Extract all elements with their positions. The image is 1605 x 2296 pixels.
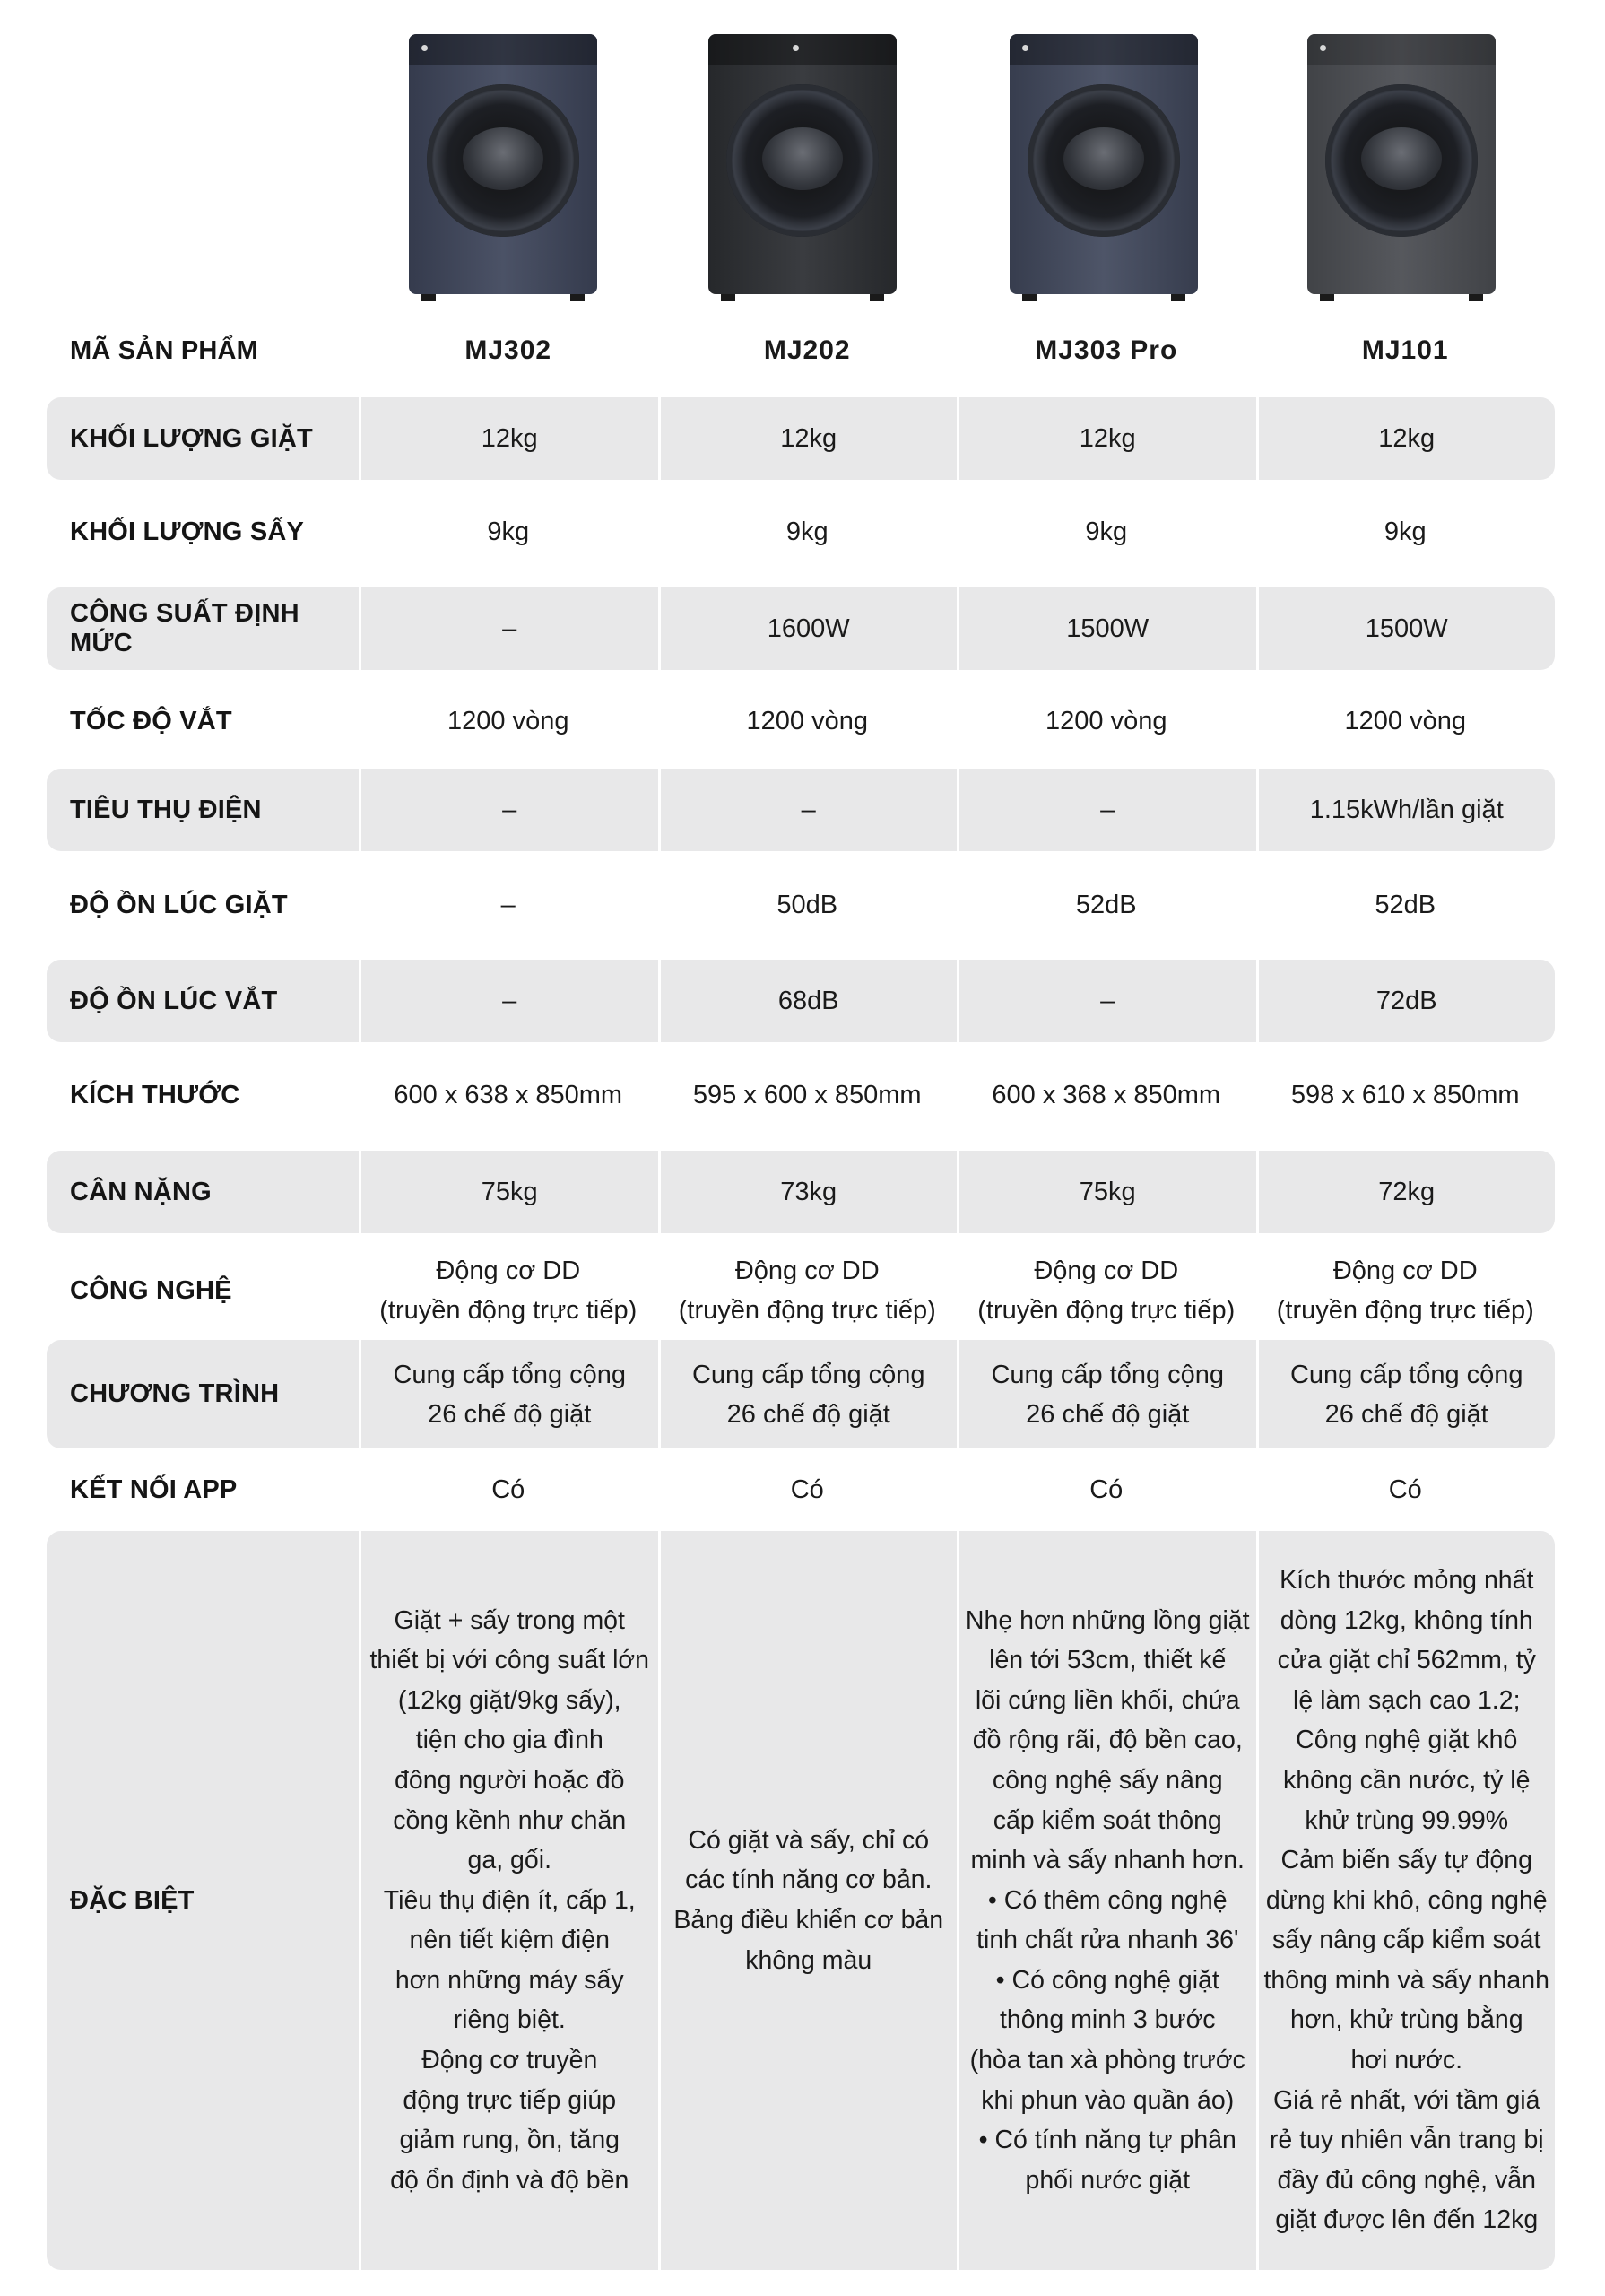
row-label: KHỐI LƯỢNG SẤY — [70, 517, 305, 546]
table-row-washing-capacity — [47, 397, 1555, 480]
product-images — [0, 0, 1605, 323]
table-cell: 595 x 600 x 850mm — [692, 1081, 922, 1109]
table-cell: Có — [790, 1475, 824, 1504]
table-cell: 598 x 610 x 850mm — [1290, 1081, 1520, 1109]
washer-mj202-image — [708, 34, 897, 303]
table-cell: Nhẹ hơn những lồng giặt lên tới 53cm, thiết kế lõi cứng liền khối, chứa đồ rộng rãi, độ bền cao, công nghệ sấy nâng cấp kiểm soát thông minh và sấy nhanh hơn. • Có thêm công nghệ tinh chất rửa nhanh 36' • Có công nghệ giặt thông minh 3 bước (hòa tan xà phòng trước khi phun vào quần áo) • Có tính năng tự phân phối nước giặt — [957, 1531, 1256, 2270]
row-label: ĐẶC BIỆT — [70, 1885, 195, 1915]
table-cell: Cung cấp tổng cộng 26 chế độ giặt — [658, 1340, 958, 1448]
row-label: CÔNG NGHỆ — [70, 1275, 232, 1305]
table-cell: 9kg — [785, 517, 829, 546]
table-cell: Động cơ DD (truyền động trực tiếp) — [1276, 1257, 1534, 1325]
table-row-programs — [47, 1340, 1555, 1448]
row-label: MÃ SẢN PHẨM — [70, 335, 259, 365]
table-cell: Có — [1089, 1475, 1124, 1504]
table-cell: 12kg — [359, 397, 658, 480]
table-cell: Động cơ DD (truyền động trực tiếp) — [678, 1257, 936, 1325]
table-cell: 1500W — [957, 587, 1256, 670]
table-cell: 75kg — [957, 1151, 1256, 1233]
table-cell: 72dB — [1256, 960, 1556, 1042]
table-cell: 600 x 368 x 850mm — [992, 1081, 1221, 1109]
table-cell: 50dB — [776, 891, 838, 919]
product-code-mj303pro: MJ303 Pro — [1035, 335, 1178, 365]
table-cell: 75kg — [359, 1151, 658, 1233]
table-cell: Có — [491, 1475, 525, 1504]
table-cell: – — [658, 769, 958, 851]
table-cell: 68dB — [658, 960, 958, 1042]
table-cell: 12kg — [957, 397, 1256, 480]
table-cell: 52dB — [1375, 891, 1436, 919]
table-row-wash-noise — [47, 864, 1555, 946]
table-cell: 72kg — [1256, 1151, 1556, 1233]
table-cell: – — [359, 769, 658, 851]
table-cell: 9kg — [1085, 517, 1128, 546]
table-cell: Cung cấp tổng cộng 26 chế độ giặt — [957, 1340, 1256, 1448]
table-row-rated-power — [47, 587, 1555, 670]
table-cell: Giặt + sấy trong một thiết bị với công suất lớn (12kg giặt/9kg sấy), tiện cho gia đình đông người hoặc đồ cồng kềnh như chăn ga, gối. Tiêu thụ điện ít, cấp 1, nên tiết kiệm điện hơn những máy sấy riêng biệt. Động cơ truyền động trực tiếp giúp giảm rung, ồn, tăng độ ổn định và độ bền — [359, 1531, 658, 2270]
table-cell: – — [500, 891, 516, 919]
row-label: TỐC ĐỘ VẮT — [70, 706, 232, 735]
table-row-drying-capacity — [47, 491, 1555, 573]
table-cell: 1500W — [1256, 587, 1556, 670]
table-cell: Có giặt và sấy, chỉ có các tính năng cơ bản. Bảng điều khiển cơ bản không màu — [658, 1531, 958, 2270]
washer-mj101-image — [1307, 34, 1496, 303]
table-row-spin-noise — [47, 960, 1555, 1042]
table-row-spin-speed — [47, 680, 1555, 762]
row-label: KÍCH THƯỚC — [70, 1080, 240, 1109]
table-cell: Có — [1388, 1475, 1422, 1504]
washer-mj302-image — [409, 34, 597, 303]
table-cell: 12kg — [1256, 397, 1556, 480]
row-label: CÔNG SUẤT ĐỊNH MỨC — [70, 599, 299, 657]
table-cell: 1200 vòng — [746, 707, 868, 735]
product-code-mj202: MJ202 — [763, 335, 851, 365]
table-cell: 73kg — [658, 1151, 958, 1233]
row-label: ĐỘ ỒN LÚC VẮT — [70, 986, 278, 1015]
table-cell: – — [957, 769, 1256, 851]
table-cell: – — [359, 960, 658, 1042]
table-cell: 1200 vòng — [1045, 707, 1167, 735]
row-label: ĐỘ ỒN LÚC GIẶT — [70, 890, 288, 919]
table-row-dimensions — [47, 1054, 1555, 1136]
table-cell: – — [359, 587, 658, 670]
table-header-row — [47, 323, 1555, 378]
row-label: TIÊU THỤ ĐIỆN — [70, 795, 262, 824]
table-cell: 1.15kWh/lần giặt — [1256, 769, 1556, 851]
table-cell: 12kg — [658, 397, 958, 480]
table-row-weight — [47, 1151, 1555, 1233]
product-code-mj101: MJ101 — [1361, 335, 1449, 365]
table-cell: 1600W — [658, 587, 958, 670]
row-label: CÂN NẶNG — [70, 1177, 212, 1206]
table-row-power-consumption — [47, 769, 1555, 851]
table-cell: 9kg — [487, 517, 530, 546]
table-cell: Cung cấp tổng cộng 26 chế độ giặt — [359, 1340, 658, 1448]
table-cell: Cung cấp tổng cộng 26 chế độ giặt — [1256, 1340, 1556, 1448]
row-label: KHỐI LƯỢNG GIẶT — [70, 423, 313, 453]
washer-mj303pro-image — [1010, 34, 1198, 303]
table-cell: Động cơ DD (truyền động trực tiếp) — [977, 1257, 1236, 1325]
product-code-mj302: MJ302 — [464, 335, 552, 365]
table-cell: Kích thước mỏng nhất dòng 12kg, không tính cửa giặt chỉ 562mm, tỷ lệ làm sạch cao 1.2; Công nghệ giặt khô không cần nước, tỷ lệ khử trùng 99.99% Cảm biến sấy tự động dừng khi khô, công nghệ sấy nâng cấp kiểm soát thông minh và sấy nhanh hơn, khử trùng bằng hơi nước. Giá rẻ nhất, với tầm giá rẻ tuy nhiên vẫn trang bị đầy đủ công nghệ, vẫn giặt được lên đến 12kg — [1256, 1531, 1556, 2270]
table-row-technology — [47, 1242, 1555, 1339]
table-cell: Động cơ DD (truyền động trực tiếp) — [379, 1257, 638, 1325]
row-label: KẾT NỐI APP — [70, 1474, 238, 1504]
table-row-special-features — [47, 1531, 1555, 2270]
table-cell: 600 x 638 x 850mm — [394, 1081, 623, 1109]
table-cell: 1200 vòng — [1344, 707, 1466, 735]
table-cell: – — [957, 960, 1256, 1042]
table-cell: 9kg — [1384, 517, 1427, 546]
table-cell: 52dB — [1075, 891, 1137, 919]
table-row-app-connection — [47, 1449, 1555, 1530]
table-cell: 1200 vòng — [447, 707, 569, 735]
row-label: CHƯƠNG TRÌNH — [70, 1379, 280, 1408]
